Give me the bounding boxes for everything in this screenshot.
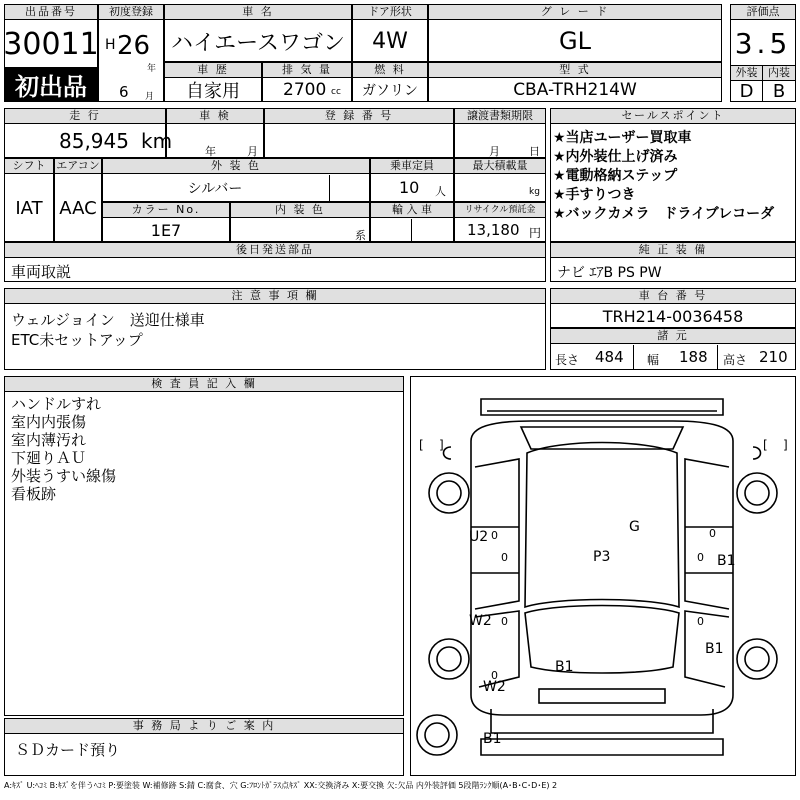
import-label: 輸 入 車 [371, 203, 453, 218]
right-mirror-outline [753, 447, 761, 459]
fuel: ガソリン [362, 83, 418, 99]
svg-text:]: ] [439, 438, 444, 452]
svg-text:]: ] [783, 438, 788, 452]
color-no: 1E7 [150, 220, 182, 240]
transfer-month-unit: 月 [489, 145, 500, 158]
month-unit: 月 [145, 92, 155, 102]
sales-points-label: セールスポイント [551, 109, 795, 124]
inspector-label: 検 査 員 記 入 欄 [5, 377, 403, 392]
sales-points-list [553, 129, 774, 224]
inspector-line: 室内薄汚れ [11, 431, 87, 449]
chassis-box [550, 288, 796, 328]
svg-text:[: [ [763, 438, 768, 452]
spare-wheel [417, 715, 457, 755]
fuel-label: 燃 料 [353, 63, 427, 78]
reg-no-box [264, 108, 454, 158]
mark-hood: G [629, 519, 640, 535]
width-label: 幅 [647, 353, 660, 367]
inspector-line: ハンドルすれ [11, 395, 102, 413]
width-value: 188 [679, 348, 708, 366]
score-box [730, 4, 796, 102]
ext-label: 外装 [731, 65, 763, 81]
roof-outline [525, 443, 679, 608]
mark-right-front-door: B1 [717, 553, 736, 569]
lot-no-label: 出品番号 [5, 5, 97, 20]
mark-zero: 0 [697, 551, 704, 564]
displacement-box [262, 62, 352, 102]
model-label: 型 式 [429, 63, 721, 78]
wheel-rear-right [737, 639, 777, 679]
reg-month: 6 [119, 83, 129, 101]
wheel-front-left [437, 481, 461, 505]
specs-label: 諸 元 [551, 329, 795, 344]
mark-left-rear-door: W2 [469, 613, 492, 629]
rear-roof-outline [525, 606, 679, 674]
recycle-label: リサイクル預託金 [455, 203, 545, 218]
rear-plate-outline [539, 689, 665, 703]
int-grade: B [772, 80, 786, 102]
history-box [164, 62, 262, 102]
wheel-front-right [745, 481, 769, 505]
recycle: 13,180 [467, 221, 520, 239]
spare-wheel [425, 723, 449, 747]
left-mirror-outline [444, 447, 452, 459]
sales-point-item: ★内外装仕上げ済み [553, 149, 678, 165]
first-listing-badge: 初出品 [5, 67, 97, 101]
grade-box [428, 4, 722, 62]
shift: IAT [15, 197, 43, 219]
mark-zero: 0 [501, 551, 508, 564]
inspector-line: 看板跡 [11, 485, 57, 503]
import-divider [411, 219, 412, 241]
history: 自家用 [186, 81, 240, 102]
car-name: ハイエースワゴン [170, 30, 346, 56]
score-label: 評価点 [731, 5, 795, 20]
model-box [428, 62, 722, 102]
mark-zero: 0 [501, 615, 508, 628]
displacement-label: 排 気 量 [263, 63, 351, 78]
transfer-day-unit: 日 [529, 145, 540, 158]
color-box [102, 158, 370, 202]
length-value: 484 [595, 348, 624, 366]
mileage-unit: km [141, 129, 173, 153]
specs-divider [717, 345, 718, 369]
chassis-number: TRH214-0036458 [602, 306, 744, 326]
mark-left-rear-quarter: W2 [483, 679, 506, 695]
inspector-line: 室内内張傷 [11, 413, 87, 431]
int-label: 内装 [763, 65, 795, 81]
import-box [370, 202, 454, 242]
equipment-text: ナビ ｴｱB PS PW [557, 265, 662, 281]
shift-box [4, 158, 54, 242]
mark-right-rear-door: B1 [705, 641, 724, 657]
later-parts-text: 車両取説 [11, 263, 72, 281]
lot-block [4, 4, 98, 102]
wheel-front-right [737, 473, 777, 513]
reg-no-label: 登 録 番 号 [265, 109, 453, 124]
mark-zero: 0 [709, 527, 716, 540]
int-color-suffix: 系 [355, 229, 366, 242]
displacement: 2700 [283, 80, 327, 100]
height-label: 高さ [723, 353, 748, 367]
sales-points-box [550, 108, 796, 242]
wheel-rear-right [745, 647, 769, 671]
insp-year-unit: 年 [205, 145, 216, 158]
office-box [4, 718, 404, 776]
payload-label: 最大積載量 [455, 159, 545, 174]
length-label: 長さ [555, 353, 580, 367]
notes-box [4, 288, 546, 370]
first-reg-label: 初度登録 [99, 5, 163, 20]
first-registration [98, 4, 164, 102]
mileage-label: 走 行 [5, 109, 165, 124]
rear-bumper-outline [491, 709, 713, 733]
inspector-lines [11, 395, 116, 503]
ac-box [54, 158, 102, 242]
year-unit: 年 [147, 64, 157, 74]
mark-zero: 0 [697, 615, 704, 628]
era: H [105, 37, 116, 53]
notes-line: ETC未セットアップ [11, 331, 143, 349]
notes-line: ウェルジョイン 送迎仕様車 [11, 311, 205, 329]
right-side-panel [685, 459, 729, 609]
color-no-box [102, 202, 230, 242]
windshield-outline [521, 427, 683, 449]
equipment-box [550, 242, 796, 282]
later-parts-label: 後日発送部品 [5, 243, 545, 258]
equipment-label: 純 正 装 備 [551, 243, 795, 258]
specs-divider [633, 345, 634, 369]
doors: 4W [372, 28, 408, 54]
car-name-label: 車 名 [165, 5, 351, 20]
mark-zero: 0 [491, 529, 498, 542]
score: 3.5 [734, 26, 792, 60]
doors-box [352, 4, 428, 62]
int-color-box [230, 202, 370, 242]
color: シルバー [187, 181, 243, 197]
car-name-box [164, 4, 352, 62]
capacity-label: 乗車定員 [371, 159, 453, 174]
mark-rear-gate: B1 [555, 659, 574, 675]
payload-unit: kg [529, 187, 540, 197]
rear-step-outline [481, 739, 723, 755]
inspection-label: 車 検 [167, 109, 263, 124]
mileage: 85,945 [59, 129, 129, 153]
body-outline [471, 421, 733, 715]
color-label: 外 装 色 [103, 159, 369, 174]
recycle-unit: 円 [529, 226, 542, 240]
svg-text:[: [ [419, 438, 424, 452]
sales-point-item: ★電動格納ステップ [553, 168, 678, 184]
inspector-line: 下廻りＡＵ [11, 449, 87, 467]
legend: A:ｷｽﾞ U:ﾍｺﾐ B:ｷｽﾞを伴うﾍｺﾐ P:要塗装 W:補修跡 S:錆 C:腐食、穴 G:ﾌﾛﾝﾄｶﾞﾗｽ点ｷｽﾞ XX:交換済み X:要交換 欠:欠品 内外装評価 5段階ﾗﾝｸ順(A･B･C･D･E) 2 [4, 781, 558, 790]
inspection-box [166, 108, 264, 158]
mark-zero: 0 [491, 669, 498, 682]
height-value: 210 [759, 348, 788, 366]
shift-label: シフト [5, 159, 53, 174]
payload-box [454, 158, 546, 202]
fuel-box [352, 62, 428, 102]
mark-rear-bumper: B1 [483, 731, 502, 747]
color-divider [329, 175, 330, 201]
recycle-box [454, 202, 546, 242]
damage-diagram-box [410, 376, 796, 776]
wheel-front-left [429, 473, 469, 513]
reg-year: 26 [117, 31, 151, 61]
lot-no: 30011 [3, 26, 99, 62]
mark-roof: P3 [593, 549, 611, 565]
doors-label: ドア形状 [353, 5, 427, 20]
displacement-unit: cc [331, 87, 341, 97]
chassis-label: 車 台 番 号 [551, 289, 795, 304]
inspector-box [4, 376, 404, 716]
capacity-box [370, 158, 454, 202]
int-color-label: 内 装 色 [231, 203, 369, 218]
specs-box [550, 328, 796, 370]
mileage-box [4, 108, 173, 158]
history-label: 車 歴 [165, 63, 261, 78]
capacity-unit: 人 [435, 185, 446, 198]
ext-grade: D [731, 81, 763, 101]
capacity: 10 [399, 178, 420, 197]
car-diagram [411, 377, 795, 775]
inspector-line: 外装うすい線傷 [11, 467, 117, 485]
color-no-label: カラー No. [103, 203, 229, 218]
front-bumper-outline [481, 399, 723, 415]
mark-left-front-fender: U2 [469, 529, 489, 545]
later-parts-box [4, 242, 546, 282]
notes-label: 注 意 事 項 欄 [5, 289, 545, 304]
wheel-rear-left [429, 639, 469, 679]
insp-month-unit: 月 [247, 145, 258, 158]
office-label: 事 務 局 よ り ご 案 内 [5, 719, 403, 734]
grade-label: グ レ ー ド [429, 5, 721, 20]
sales-point-item: ★手すりつき [553, 187, 636, 203]
transfer-box [454, 108, 546, 158]
wheel-rear-left [437, 647, 461, 671]
sales-point-item: ★当店ユーザー買取車 [553, 130, 692, 146]
office-text: ＳＤカード預り [15, 741, 121, 759]
model: CBA-TRH214W [513, 80, 637, 100]
ac-label: エアコン [56, 159, 100, 172]
ac: AAC [59, 197, 97, 219]
grade: GL [559, 27, 591, 55]
transfer-label: 譲渡書類期限 [455, 109, 545, 124]
sales-point-item: ★バックカメラ ドライブレコーダ [553, 206, 775, 222]
